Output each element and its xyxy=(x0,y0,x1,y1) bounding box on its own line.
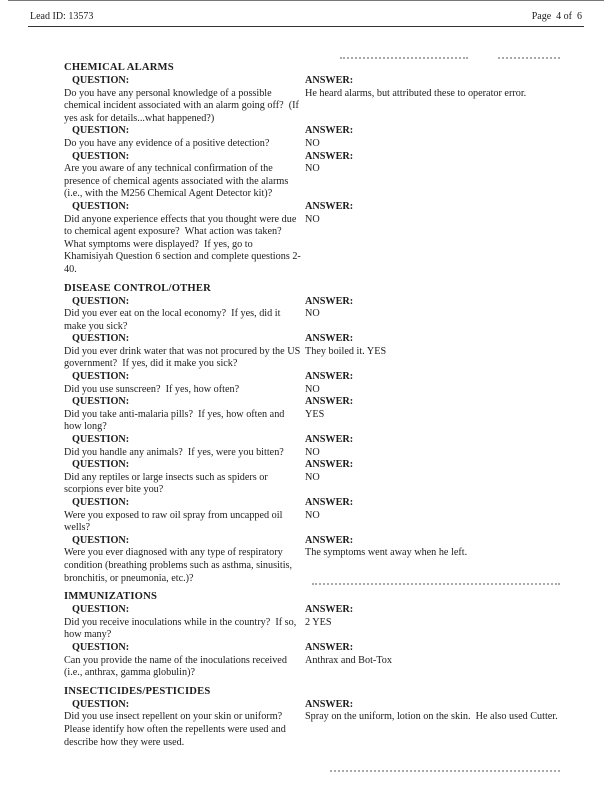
question-label: QUESTION: xyxy=(72,75,130,86)
header-rule xyxy=(28,26,584,27)
page-number: Page 4 of 6 xyxy=(531,11,582,22)
question-text: Did you use insect repellent on your skin or uniform? Please identify how often the repellents were used and describe how they were used. xyxy=(64,711,289,748)
qa-pair xyxy=(64,151,570,201)
question-label: QUESTION: xyxy=(72,459,130,471)
question-text: Did you receive inoculations while in the country? If so, how many? xyxy=(64,616,299,641)
question-label: QUESTION: xyxy=(72,396,130,408)
question-text: Were you exposed to raw oil spray from uncapped oil wells? xyxy=(64,509,285,534)
question-text: Did you use sunscreen? If yes, how often? xyxy=(64,383,240,395)
answer-text: NO xyxy=(305,509,320,521)
question-label: QUESTION: xyxy=(72,534,130,546)
answer-label: ANSWER: xyxy=(305,200,354,212)
qa-pair xyxy=(64,497,570,535)
page-header xyxy=(30,11,582,22)
question-text: Did any reptiles or large insects such as spiders or scorpions ever bite you? xyxy=(64,471,271,496)
qa-pair xyxy=(64,125,570,150)
answer-text: Spray on the uniform, lotion on the skin. He also used Cutter. xyxy=(305,711,558,723)
answer-text: NO xyxy=(305,163,320,175)
answer-text: NO xyxy=(305,213,320,225)
answer-label: ANSWER: xyxy=(305,434,354,446)
question-text: Do you have any personal knowledge of a possible chemical incident associated with an alarm going off? (If yes ask for details...what happened?) xyxy=(64,87,302,124)
question-label: QUESTION: xyxy=(72,641,130,653)
section-insecticides xyxy=(64,686,570,749)
question-label: QUESTION: xyxy=(72,295,130,307)
qa-pair xyxy=(64,434,570,459)
answer-text: They boiled it. YES xyxy=(305,345,387,357)
document-content xyxy=(64,56,570,755)
answer-label: ANSWER: xyxy=(305,497,354,508)
question-text: Do you have any evidence of a positive detection? xyxy=(64,137,270,149)
qa-pair xyxy=(64,699,570,749)
answer-label: ANSWER: xyxy=(305,75,354,86)
answer-text: NO xyxy=(305,308,320,320)
question-label: QUESTION: xyxy=(72,150,130,162)
question-label: QUESTION: xyxy=(72,434,130,446)
section-disease-control xyxy=(64,283,570,586)
qa-pair xyxy=(64,396,570,434)
question-text: Did you take anti-malaria pills? If yes, how often and how long? xyxy=(64,408,287,433)
question-text: Are you aware of any technical confirmation of the presence of chemical agents associated with the alarms (i.e., with the M256 Chemical Agent Detector kit)? xyxy=(64,163,291,200)
qa-pair xyxy=(64,201,570,277)
answer-text: NO xyxy=(305,137,320,149)
question-text: Were you ever diagnosed with any type of respiratory condition (breathing problems such as asthma, sinusitis, bronchitis, or pneumonia, etc.)? xyxy=(64,547,295,584)
answer-text: NO xyxy=(305,383,320,395)
question-label: QUESTION: xyxy=(72,333,130,345)
qa-pair xyxy=(64,642,570,680)
qa-pair xyxy=(64,296,570,334)
question-text: Can you provide the name of the inoculations received (i.e., anthrax, gamma globulin)? xyxy=(64,654,290,679)
answer-label: ANSWER: xyxy=(305,698,354,710)
question-text: Did you ever eat on the local economy? If yes, did it make you sick? xyxy=(64,308,283,332)
section-title: CHEMICAL ALARMS xyxy=(64,62,174,73)
answer-label: ANSWER: xyxy=(305,396,354,408)
section-chemical-alarms xyxy=(64,62,570,277)
scan-artifact xyxy=(330,770,560,772)
question-label: QUESTION: xyxy=(72,200,130,212)
qa-pair xyxy=(64,604,570,642)
answer-label: ANSWER: xyxy=(305,459,354,471)
qa-pair xyxy=(64,371,570,396)
qa-pair xyxy=(64,459,570,497)
answer-label: ANSWER: xyxy=(305,534,354,546)
question-label: QUESTION: xyxy=(72,604,130,616)
qa-pair xyxy=(64,333,570,371)
answer-text: YES xyxy=(305,408,325,420)
answer-text: The symptoms went away when he left. xyxy=(305,547,468,559)
answer-text: 2 YES xyxy=(305,616,332,628)
qa-pair xyxy=(64,535,570,585)
question-text: Did you handle any animals? If yes, were you bitten? xyxy=(64,446,284,458)
answer-label: ANSWER: xyxy=(305,295,354,307)
scan-artifact xyxy=(312,583,560,585)
answer-text: NO xyxy=(305,471,320,483)
section-title: IMMUNIZATIONS xyxy=(64,591,158,603)
answer-label: ANSWER: xyxy=(305,125,354,137)
question-label: QUESTION: xyxy=(72,698,130,710)
lead-id: Lead ID: 13573 xyxy=(30,11,94,22)
question-label: QUESTION: xyxy=(72,125,130,137)
question-text: Did you ever drink water that was not procured by the US government? If yes, did it make you sick? xyxy=(64,345,303,370)
question-text: Did anyone experience effects that you thought were due to chemical agent exposure? What action was taken? What symptoms were displayed? If yes, go to Khamisiyah Question 6 section and complete questions 2-40. xyxy=(64,213,301,275)
scan-edge-artifact xyxy=(8,0,604,1)
answer-text: NO xyxy=(305,446,320,458)
section-immunizations xyxy=(64,591,570,680)
answer-label: ANSWER: xyxy=(305,150,354,162)
answer-text: Anthrax and Bot-Tox xyxy=(305,654,392,666)
answer-label: ANSWER: xyxy=(305,641,354,653)
qa-pair xyxy=(64,75,570,125)
answer-text: He heard alarms, but attributed these to operator error. xyxy=(305,87,527,99)
answer-label: ANSWER: xyxy=(305,604,354,616)
question-label: QUESTION: xyxy=(72,497,130,508)
section-title: DISEASE CONTROL/OTHER xyxy=(64,282,211,294)
answer-label: ANSWER: xyxy=(305,333,354,345)
question-label: QUESTION: xyxy=(72,371,130,383)
answer-label: ANSWER: xyxy=(305,371,354,383)
section-title: INSECTICIDES/PESTICIDES xyxy=(64,685,211,697)
